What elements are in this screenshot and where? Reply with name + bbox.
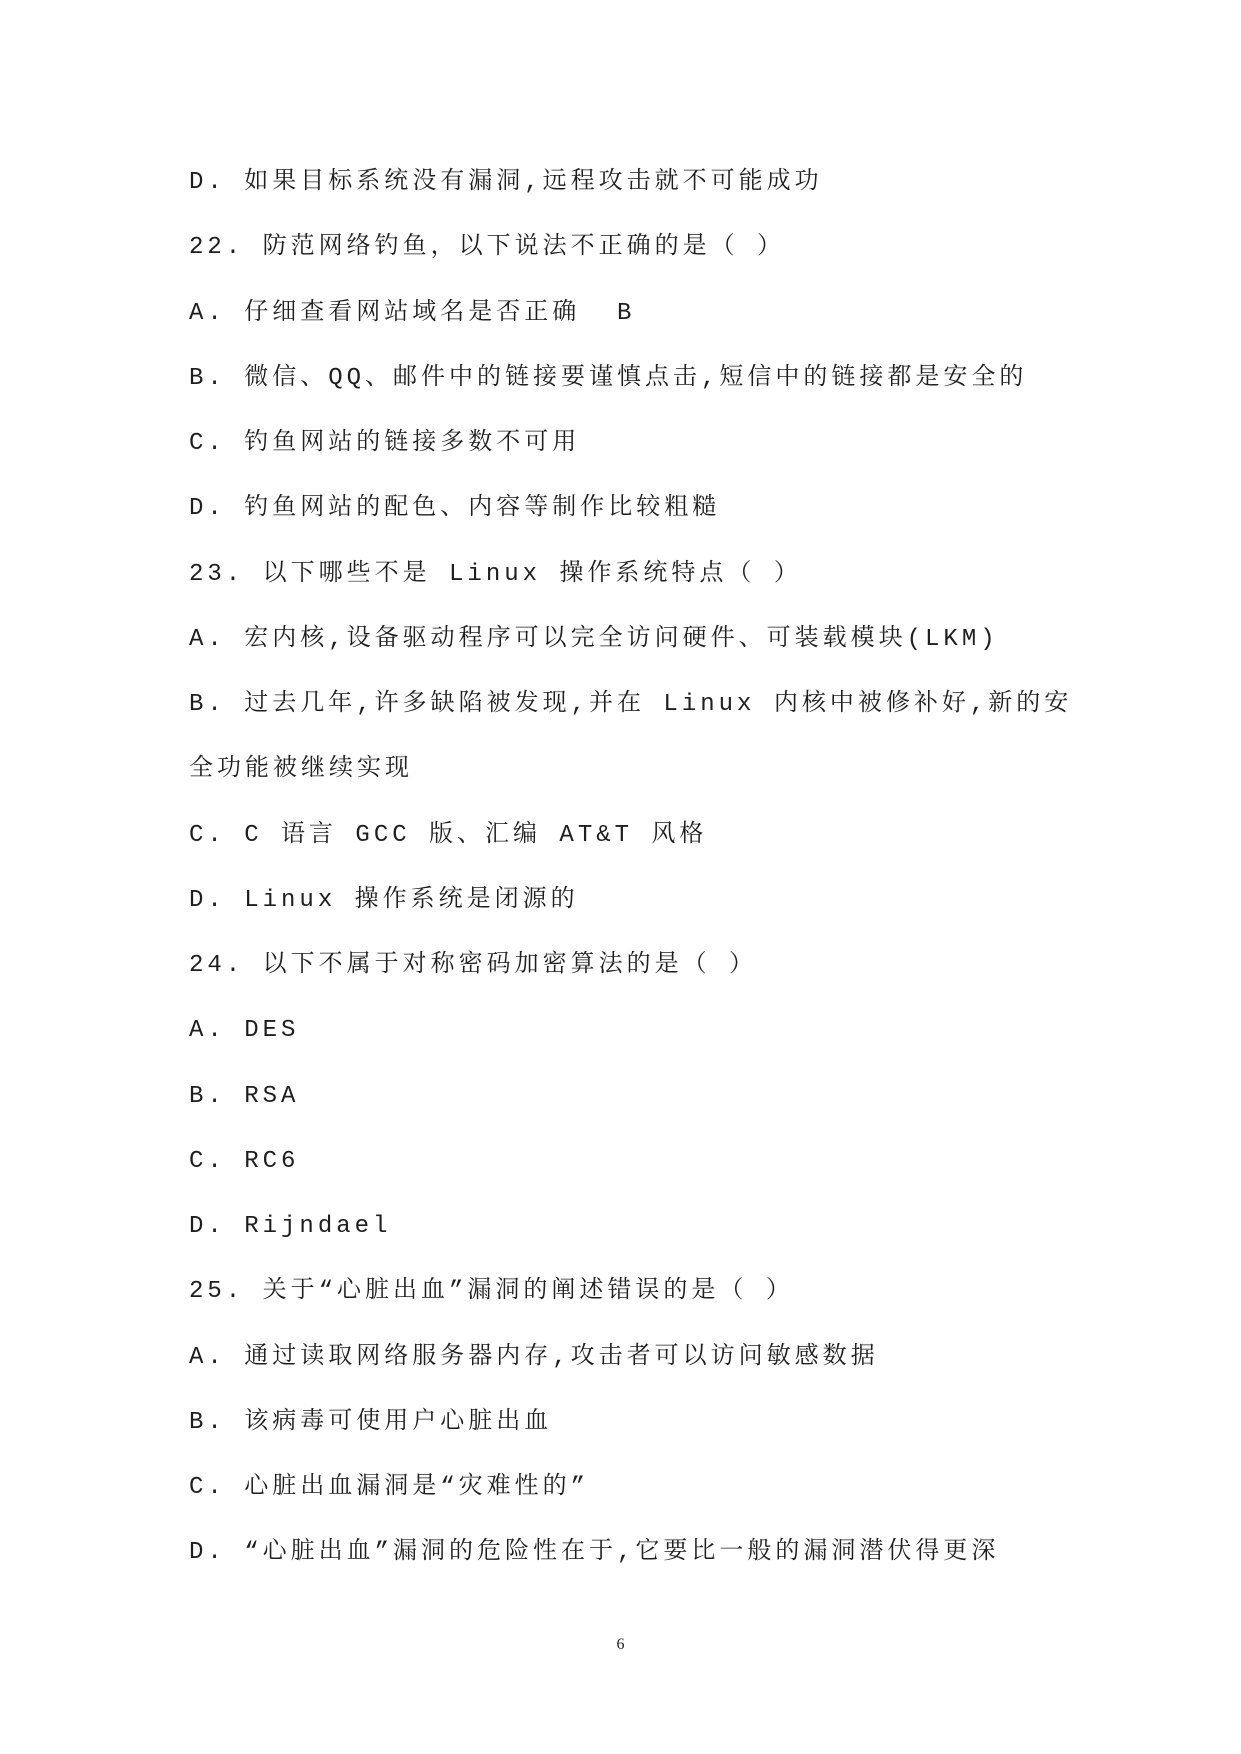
page-number: 6 xyxy=(616,1636,625,1653)
option-a: A. DES xyxy=(189,1017,300,1045)
option-a: A. 仔细查看网站域名是否正确 B xyxy=(189,299,636,327)
option-b-continued: 全功能被继续实现 xyxy=(189,756,413,784)
option-d: D. Rijndael xyxy=(189,1213,392,1240)
option-c: C. C 语言 GCC 版、汇编 AT&T 风格 xyxy=(189,821,708,849)
question-25-stem: 25. 关于“心脏出血”漏洞的阐述错误的是（ ） xyxy=(189,1278,794,1306)
option-d: D. 钓鱼网站的配色、内容等制作比较粗糙 xyxy=(189,495,721,523)
option-d: D. 如果目标系统没有漏洞,远程攻击就不可能成功 xyxy=(189,169,823,196)
option-b: B. 微信、QQ、邮件中的链接要谨慎点击,短信中的链接都是安全的 xyxy=(189,364,1028,392)
option-c: C. RC6 xyxy=(189,1147,300,1175)
option-a: A. 通过读取网络服务器内存,攻击者可以访问敏感数据 xyxy=(189,1343,879,1371)
option-a: A. 宏内核,设备驱动程序可以完全访问硬件、可装载模块(LKM) xyxy=(189,625,999,653)
option-b: B. 过去几年,许多缺陷被发现,并在 Linux 内核中被修补好,新的安 xyxy=(189,691,1073,718)
option-c: C. 钓鱼网站的链接多数不可用 xyxy=(189,430,581,457)
option-b: B. RSA xyxy=(189,1082,300,1110)
question-23-stem: 23. 以下哪些不是 Linux 操作系统特点（ ） xyxy=(189,560,802,588)
option-c: C. 心脏出血漏洞是“灾难性的” xyxy=(189,1474,590,1501)
page-body xyxy=(189,150,1189,1586)
question-22-stem: 22. 防范网络钓鱼，以下说法不正确的是（ ） xyxy=(189,234,786,262)
option-d: D. “心脏出血”漏洞的危险性在于,它要比一般的漏洞潜伏得更深 xyxy=(189,1539,1000,1567)
option-d: D. Linux 操作系统是闭源的 xyxy=(189,886,579,914)
option-b: B. 该病毒可使用户心脏出血 xyxy=(189,1408,553,1436)
question-24-stem: 24. 以下不属于对称密码加密算法的是（ ） xyxy=(189,952,758,979)
